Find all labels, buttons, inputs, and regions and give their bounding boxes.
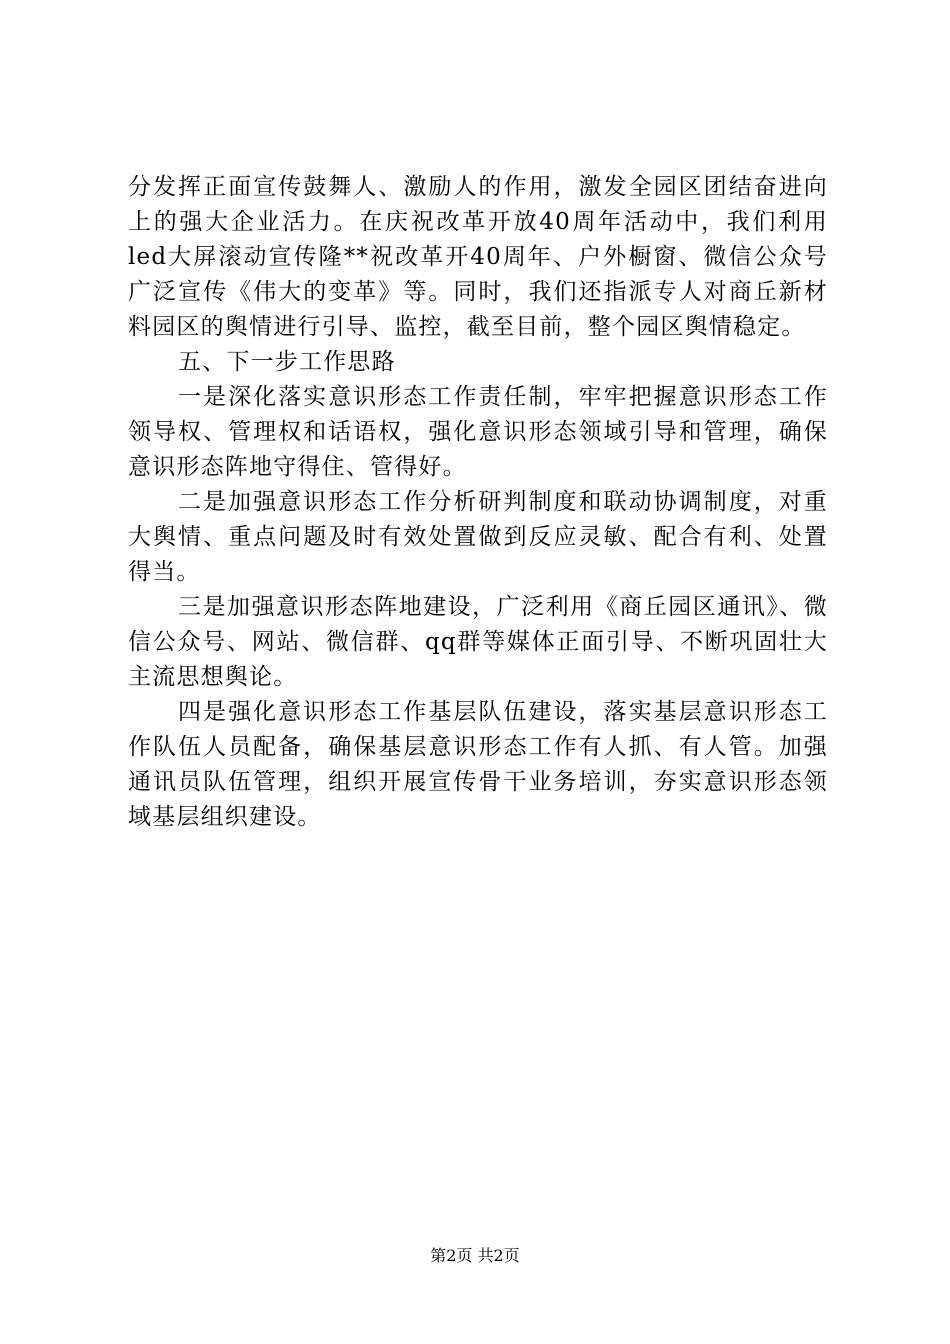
paragraph-item-4: 四是强化意识形态工作基层队伍建设，落实基层意识形态工作队伍人员配备，确保基层意识形态工作有人抓、有人管。加强通讯员队伍管理，组织开展宣传骨干业务培训，夯实意识形态领域基层组织建设。 xyxy=(128,699,828,830)
page-footer: 第2页 共2页 xyxy=(430,1246,520,1265)
paragraph-item-3: 三是加强意识形态阵地建设，广泛利用《商丘园区通讯》、微信公众号、网站、微信群、qq群等媒体正面引导、不断巩固壮大主流思想舆论。 xyxy=(128,594,828,690)
section-heading: 五、下一步工作思路 xyxy=(178,349,396,375)
paragraph-continued: 分发挥正面宣传鼓舞人、激励人的作用，激发全园区团结奋进向上的强大企业活力。在庆祝改革开放40周年活动中，我们利用led大屏滚动宣传隆**祝改革开40周年、户外橱窗、微信公众号广泛宣传《伟大的变革》等。同时，我们还指派专人对商丘新材料园区的舆情进行引导、监控，截至目前，整个园区舆情稳定。 xyxy=(128,174,828,340)
document-body xyxy=(128,170,828,835)
paragraph-item-2: 二是加强意识形态工作分析研判制度和联动协调制度，对重大舆情、重点问题及时有效处置做到反应灵敏、配合有利、处置得当。 xyxy=(128,489,828,585)
paragraph-item-1: 一是深化落实意识形态工作责任制，牢牢把握意识形态工作领导权、管理权和话语权，强化意识形态领域引导和管理，确保意识形态阵地守得住、管得好。 xyxy=(128,384,828,480)
